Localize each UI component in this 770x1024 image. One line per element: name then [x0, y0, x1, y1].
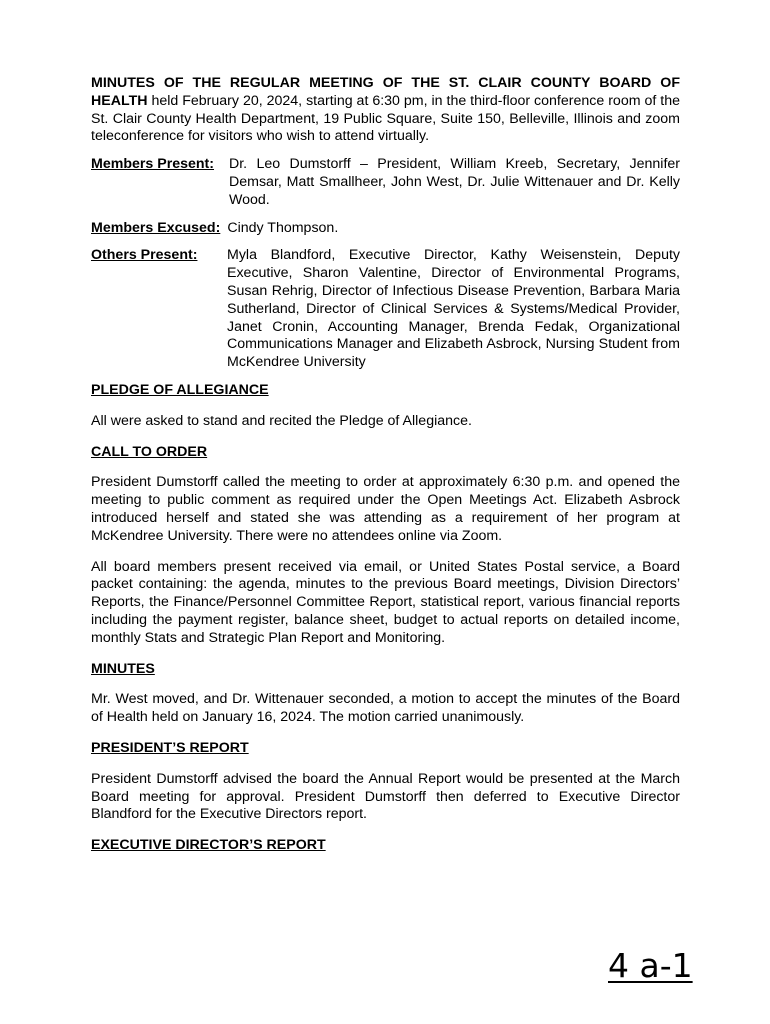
intro-text: held February 20, 2024, starting at 6:30 pm, in the third-floor conference room of the St. Clair County Health Department, 19 Public Square, Suite 150, Belleville, Illinois and zoom teleconference for visitors who wish to attend virtually.	[91, 92, 680, 145]
page-number: 4 a-1	[608, 946, 693, 985]
others-present-row	[91, 247, 680, 372]
call-to-order-text-1: President Dumstorff called the meeting to order at approximately 6:30 p.m. and opened the meeting to public comment as required under the Open Meetings Act. Elizabeth Asbrock introduced herself and stated she was attending as a requirement of her program at McKendree University. There were no attendees online via Zoom.	[91, 474, 680, 544]
members-present-text: Dr. Leo Dumstorff – President, William Kreeb, Secretary, Jennifer Demsar, Matt Smallheer, John West, Dr. Julie Wittenauer and Dr. Kelly Wood.	[229, 156, 680, 208]
pledge-heading: PLEDGE OF ALLEGIANCE	[91, 381, 269, 398]
executive-directors-report-heading: EXECUTIVE DIRECTOR’S REPORT	[91, 837, 326, 854]
meeting-title: MINUTES OF THE REGULAR MEETING OF THE ST. CLAIR COUNTY BOARD OF HEALTH	[91, 75, 680, 109]
presidents-report-heading: PRESIDENT’S REPORT	[91, 739, 249, 756]
members-excused-label: Members Excused:	[91, 219, 221, 236]
members-present-row	[91, 156, 680, 209]
minutes-text: Mr. West moved, and Dr. Wittenauer seconded, a motion to accept the minutes of the Board of Health held on January 16, 2024. The motion carried unanimously.	[91, 691, 680, 726]
presidents-report-text: President Dumstorff advised the board the Annual Report would be presented at the March Board meeting for approval. President Dumstorff then deferred to Executive Director Blandford for the Executive Directors report.	[91, 770, 680, 823]
members-excused-row	[91, 220, 680, 238]
minutes-heading: MINUTES	[91, 660, 155, 677]
others-present-label: Others Present:	[91, 247, 198, 264]
members-excused-text: Cindy Thompson.	[227, 219, 339, 236]
call-to-order-heading: CALL TO ORDER	[91, 443, 208, 460]
pledge-text: All were asked to stand and recited the Pledge of Allegiance.	[91, 412, 472, 429]
intro-paragraph	[91, 75, 680, 146]
others-present-text: Myla Blandford, Executive Director, Kathy Weisenstein, Deputy Executive, Sharon Valentine, Director of Environmental Programs, Susan Rehrig, Director of Infectious Disease Prevention, Barbara Maria Sutherland, Director of Clinical Services & Systems/Medical Provider, Janet Cronin, Accounting Manager, Brenda Fedak, Organizational Communications Manager and Elizabeth Asbrock, Nursing Student from McKendree University	[227, 247, 680, 371]
call-to-order-text-2: All board members present received via email, or United States Postal service, a Board packet containing: the agenda, minutes to the previous Board meetings, Division Directors’ Reports, the Finance/Personnel Committee Report, statistical report, various financial reports including the payment register, balance sheet, budget to actual reports on detailed income, monthly Stats and Strategic Plan Report and Monitoring.	[91, 558, 680, 646]
document-body	[91, 75, 680, 868]
members-present-label: Members Present:	[91, 156, 215, 173]
